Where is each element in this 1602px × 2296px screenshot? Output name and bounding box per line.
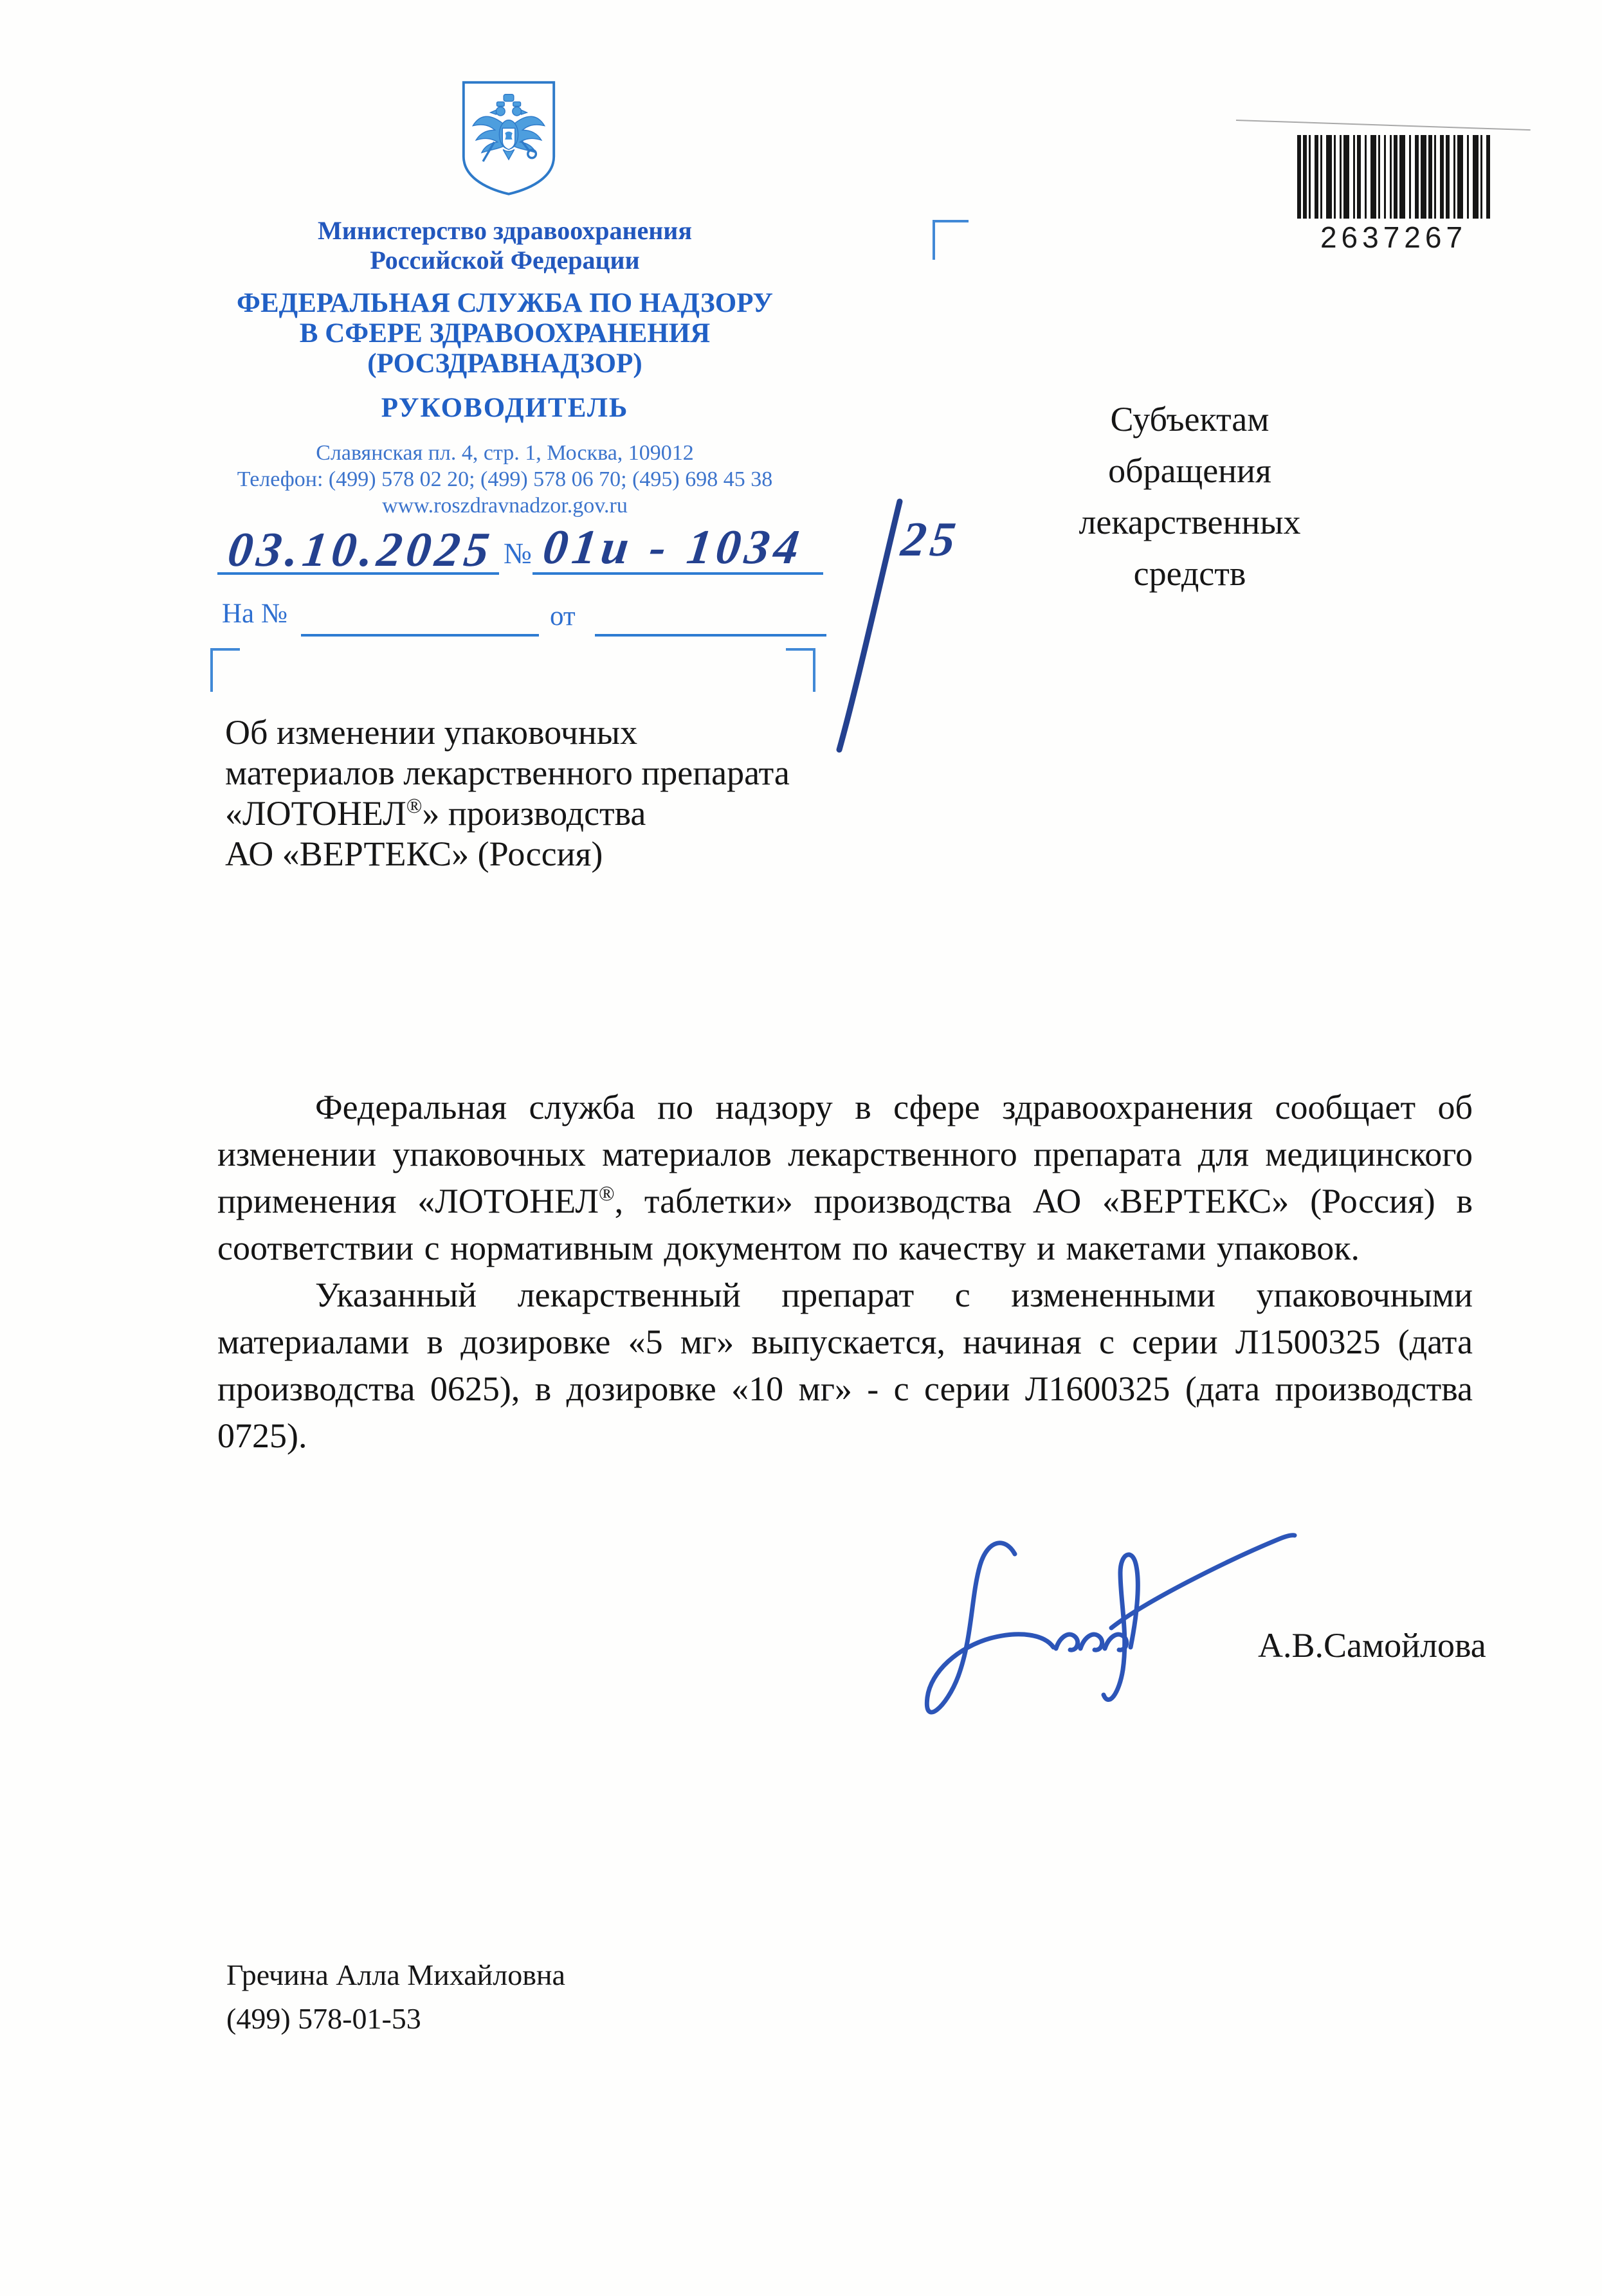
handwritten-number: 01и - 1034 — [540, 520, 806, 574]
addressee-zone-corner-mark — [933, 220, 969, 260]
letterhead-contacts — [212, 440, 797, 519]
service-name-line2: В СФЕРЕ ЗДРАВООХРАНЕНИЯ — [299, 318, 711, 348]
coat-of-arms-icon — [459, 77, 559, 199]
reply-date-underline — [595, 634, 826, 637]
handwritten-number-suffix: 25 — [898, 512, 963, 566]
ministry-name — [212, 216, 797, 275]
letterhead-address: Славянская пл. 4, стр. 1, Москва, 109012 — [316, 441, 694, 465]
executor-contact — [226, 1953, 565, 2041]
executor-phone: (499) 578-01-53 — [226, 2002, 421, 2035]
number-underline — [532, 572, 823, 575]
position-title: РУКОВОДИТЕЛЬ — [381, 393, 629, 423]
reply-from-label: от — [550, 601, 576, 631]
subject-line3: «ЛОТОНЕЛ®» производства — [225, 794, 646, 833]
date-underline — [217, 572, 499, 575]
subject-zone-corner-mark-right — [786, 648, 815, 692]
addressee-line2: лекарственных средств — [1079, 503, 1301, 593]
body-paragraph-1: Федеральная служба по надзору в сфере здравоохранения сообщает об изменении упаковочных материалов лекарственного препарата для медицинского применения «ЛОТОНЕЛ®, таблетки» производства АО «ВЕРТЕКС» (Россия) в соответствии с нормативным документом по качеству и макетами упаковок. — [217, 1088, 1473, 1267]
addressee-block — [1048, 393, 1331, 599]
number-sign-label: № — [504, 537, 532, 570]
letterhead-phone: Телефон: (499) 578 02 20; (499) 578 06 70; (495) 698 45 38 — [237, 467, 773, 491]
barcode-bars — [1297, 135, 1491, 219]
body-paragraph-2: Указанный лекарственный препарат с измененными упаковочными материалами в дозировке «5 мг» выпускается, начиная с серии Л1500325 (дата производства 0625), в дозировке «10 мг» - с серии Л1600325 (дата производства 0725). — [217, 1276, 1473, 1455]
reply-to-label: На № — [222, 599, 287, 629]
barcode-number: 2637267 — [1320, 221, 1468, 254]
executor-name: Гречина Алла Михайловна — [226, 1958, 565, 1991]
letter-body — [217, 1084, 1473, 1460]
subject-zone-corner-mark-left — [210, 648, 240, 692]
ministry-name-line2: Российской Федерации — [370, 246, 640, 275]
signer-name: А.В.Самойлова — [1258, 1626, 1486, 1665]
subject-block — [225, 712, 804, 874]
service-name-line3: (РОСЗДРАВНАДЗОР) — [367, 348, 642, 379]
ministry-name-line1: Министерство здравоохранения — [318, 216, 692, 245]
addressee-line1: Субъектам обращения — [1108, 400, 1271, 490]
scan-artifact-line — [1236, 120, 1531, 131]
registration-barcode — [1297, 135, 1491, 255]
letterhead-website: www.roszdravnadzor.gov.ru — [382, 494, 628, 518]
subject-line2: материалов лекарственного препарата — [225, 754, 790, 792]
subject-line1: Об изменении упаковочных — [225, 713, 638, 752]
handwritten-date: 03.10.2025 — [224, 523, 497, 577]
subject-line4: АО «ВЕРТЕКС» (Россия) — [225, 835, 603, 873]
service-name — [212, 288, 797, 379]
signature-scrawl — [918, 1525, 1304, 1744]
service-name-line1: ФЕДЕРАЛЬНАЯ СЛУЖБА ПО НАДЗОРУ — [237, 288, 773, 318]
reply-number-underline — [301, 634, 539, 637]
handwritten-slash — [832, 493, 909, 757]
